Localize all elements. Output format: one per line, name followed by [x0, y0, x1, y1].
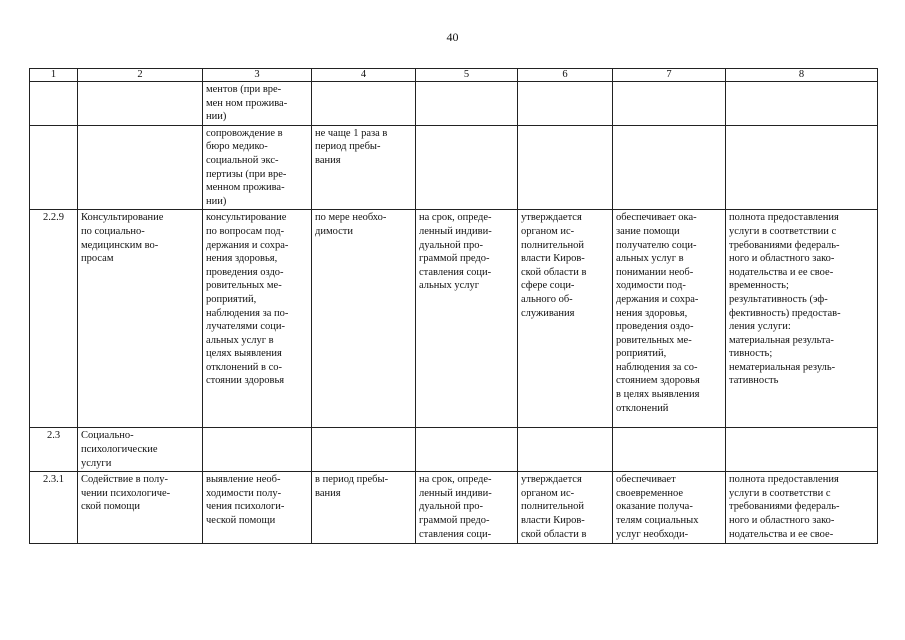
service-quality-indicators: полнота предоставления услуги в соответствии с требованиями федераль- ного и областного зако- нодательства и ее свое- временность; результативность (эф- фективность) предостав- ления услуги: материальная результа- тивность; нематериальная резуль- тативность	[726, 210, 878, 428]
service-description: сопровождение в бюро медико- социальной экс- пертизы (при вре- менном прожива- нии)	[203, 125, 312, 210]
service-name	[78, 82, 203, 126]
service-term	[416, 125, 518, 210]
table-row	[30, 210, 878, 428]
service-term	[416, 428, 518, 472]
service-cost: утверждается органом ис- полнительной власти Киров- ской области в	[518, 472, 613, 544]
service-quality-indicators	[726, 125, 878, 210]
service-conditions	[613, 428, 726, 472]
column-number: 8	[726, 69, 878, 82]
service-cost	[518, 428, 613, 472]
service-term: на срок, опреде- ленный индиви- дуальной про- граммой предо- ставления соци-	[416, 472, 518, 544]
table-row	[30, 125, 878, 210]
item-number	[30, 125, 78, 210]
service-frequency	[312, 82, 416, 126]
service-conditions	[613, 125, 726, 210]
column-number: 7	[613, 69, 726, 82]
item-number: 2.2.9	[30, 210, 78, 428]
service-conditions: обеспечивает ока- зание помощи получателю соци- альных услуг в понимании необ- ходимости под- держания и сохра- нения здоровья, проведения оздо- ровительных ме- роприятий, наблюдения за со- стоянием здоровья в целях выявления отклонений	[613, 210, 726, 428]
service-frequency: в период пребы- вания	[312, 472, 416, 544]
item-number: 2.3.1	[30, 472, 78, 544]
service-cost: утверждается органом ис- полнительной власти Киров- ской области в сфере соци- ального об- служивания	[518, 210, 613, 428]
service-name: Консультирование по социально- медицинским во- просам	[78, 210, 203, 428]
service-name: Содействие в полу- чении психологиче- ской помощи	[78, 472, 203, 544]
item-number: 2.3	[30, 428, 78, 472]
service-name: Социально- психологические услуги	[78, 428, 203, 472]
column-number: 3	[203, 69, 312, 82]
table-row	[30, 82, 878, 126]
table-row	[30, 472, 878, 544]
service-quality-indicators: полнота предоставления услуги в соответстви с требованиями федераль- ного и областного зако- нодательства и ее свое-	[726, 472, 878, 544]
service-term: на срок, опреде- ленный индиви- дуальной про- граммой предо- ставления соци- альных услуг	[416, 210, 518, 428]
service-conditions	[613, 82, 726, 126]
column-number: 2	[78, 69, 203, 82]
service-conditions: обеспечивает своевременное оказание получа- телям социальных услуг необходи-	[613, 472, 726, 544]
service-description: консультирование по вопросам под- держания и сохра- нения здоровья, проведения оздо- ровительных ме- роприятий, наблюдения за по- лучателями соци- альных услуг в целях выявления отклонений в со- стоянии здоровья	[203, 210, 312, 428]
service-name	[78, 125, 203, 210]
column-number: 6	[518, 69, 613, 82]
service-description: выявление необ- ходимости полу- чения психологи- ческой помощи	[203, 472, 312, 544]
service-cost	[518, 82, 613, 126]
service-description	[203, 428, 312, 472]
column-number-row	[30, 69, 878, 82]
page-number: 40	[446, 30, 459, 44]
column-number: 5	[416, 69, 518, 82]
service-quality-indicators	[726, 82, 878, 126]
service-frequency	[312, 428, 416, 472]
table-row	[30, 428, 878, 472]
services-table	[29, 68, 878, 544]
service-frequency: не чаще 1 раза в период пребы- вания	[312, 125, 416, 210]
column-number: 1	[30, 69, 78, 82]
service-description: ментов (при вре- мен ном прожива- нии)	[203, 82, 312, 126]
service-term	[416, 82, 518, 126]
service-cost	[518, 125, 613, 210]
service-frequency: по мере необхо- димости	[312, 210, 416, 428]
column-number: 4	[312, 69, 416, 82]
item-number	[30, 82, 78, 126]
service-quality-indicators	[726, 428, 878, 472]
